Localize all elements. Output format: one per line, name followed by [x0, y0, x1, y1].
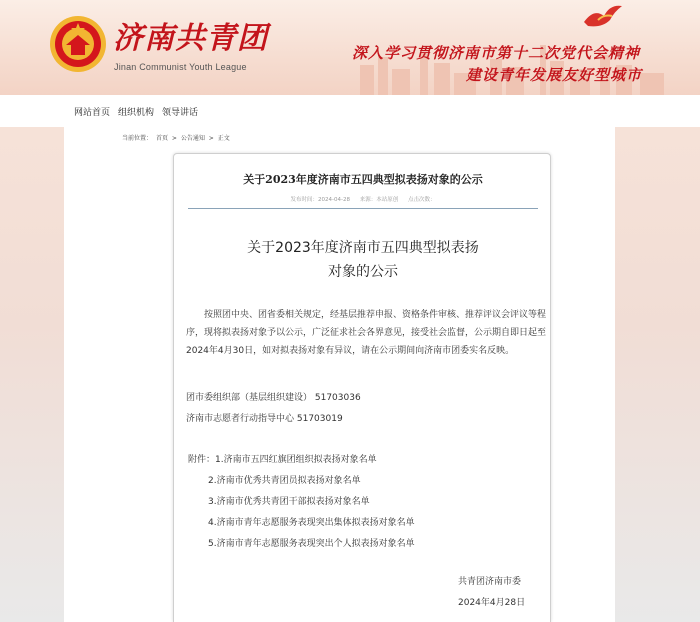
breadcrumb-current: 正文	[217, 135, 230, 142]
article-heading-line-2: 对象的公示	[328, 264, 398, 280]
breadcrumb-separator: >	[208, 135, 214, 142]
youth-league-logo	[49, 15, 107, 73]
header-banner	[0, 0, 700, 95]
signature-date: 2024年4月28日	[458, 598, 526, 608]
attachment-item[interactable]: 5.济南市青年志愿服务表现突出个人拟表扬对象名单	[208, 539, 415, 549]
contact-organization-dept: 团市委组织部（基层组织建设） 51703036	[186, 393, 361, 403]
breadcrumb-separator: >	[171, 135, 177, 142]
article-meta	[174, 195, 552, 203]
nav-item-leader-speeches[interactable]: 领导讲话	[162, 108, 199, 118]
breadcrumb	[122, 133, 232, 142]
attachment-item[interactable]: 3.济南市优秀共青团干部拟表扬对象名单	[208, 497, 370, 507]
breadcrumb-home-link[interactable]: 首页	[155, 135, 168, 142]
title-divider	[188, 208, 538, 209]
slogan-line-2: 建设青年发展友好型城市	[465, 66, 642, 84]
dove-icon	[580, 2, 626, 30]
left-background	[0, 127, 64, 622]
signature-organization: 共青团济南市委	[458, 577, 522, 587]
attachment-item[interactable]: 2.济南市优秀共青团员拟表扬对象名单	[208, 476, 361, 486]
article-body-paragraph: 按照团中央、团省委相关规定，经基层推荐申报、资格条件审核、推荐评议会评议等程序，现将拟表扬对象予以公示，广泛征求社会各界意见，接受社会监督，公示期自即日起至2024年4月30日，如对拟表扬对象有异议，请在公示期间向济南市团委实名反映。	[186, 310, 547, 356]
attachment-item[interactable]: 附件：1.济南市五四红旗团组织拟表扬对象名单	[188, 455, 377, 465]
right-background	[615, 127, 700, 622]
site-brand-subtitle: Jinan Communist Youth League	[114, 62, 247, 72]
nav-item-home[interactable]: 网站首页	[74, 108, 111, 118]
article-source: 来源：本站原创	[359, 197, 399, 203]
contact-volunteer-center: 济南市志愿者行动指导中心 51703019	[186, 414, 343, 424]
main-nav	[0, 95, 700, 127]
nav-item-organization[interactable]: 组织机构	[118, 108, 155, 118]
breadcrumb-notices-link[interactable]: 公告通知	[180, 135, 205, 142]
slogan-line-1: 深入学习贯彻济南市第十二次党代会精神	[351, 44, 640, 62]
attachment-item[interactable]: 4.济南市青年志愿服务表现突出集体拟表扬对象名单	[208, 518, 415, 528]
view-count: 点击次数：	[407, 197, 436, 203]
breadcrumb-label: 当前位置：	[122, 135, 153, 142]
article-heading-line-1: 关于2023年度济南市五四典型拟表扬	[247, 240, 479, 256]
site-brand-title: 济南共青团	[113, 21, 268, 56]
article-panel	[173, 153, 551, 622]
article-title: 关于2023年度济南市五四典型拟表扬对象的公示	[243, 173, 483, 186]
publish-time: 发布时间：2024-04-28	[290, 197, 350, 203]
article-heading	[174, 236, 552, 284]
